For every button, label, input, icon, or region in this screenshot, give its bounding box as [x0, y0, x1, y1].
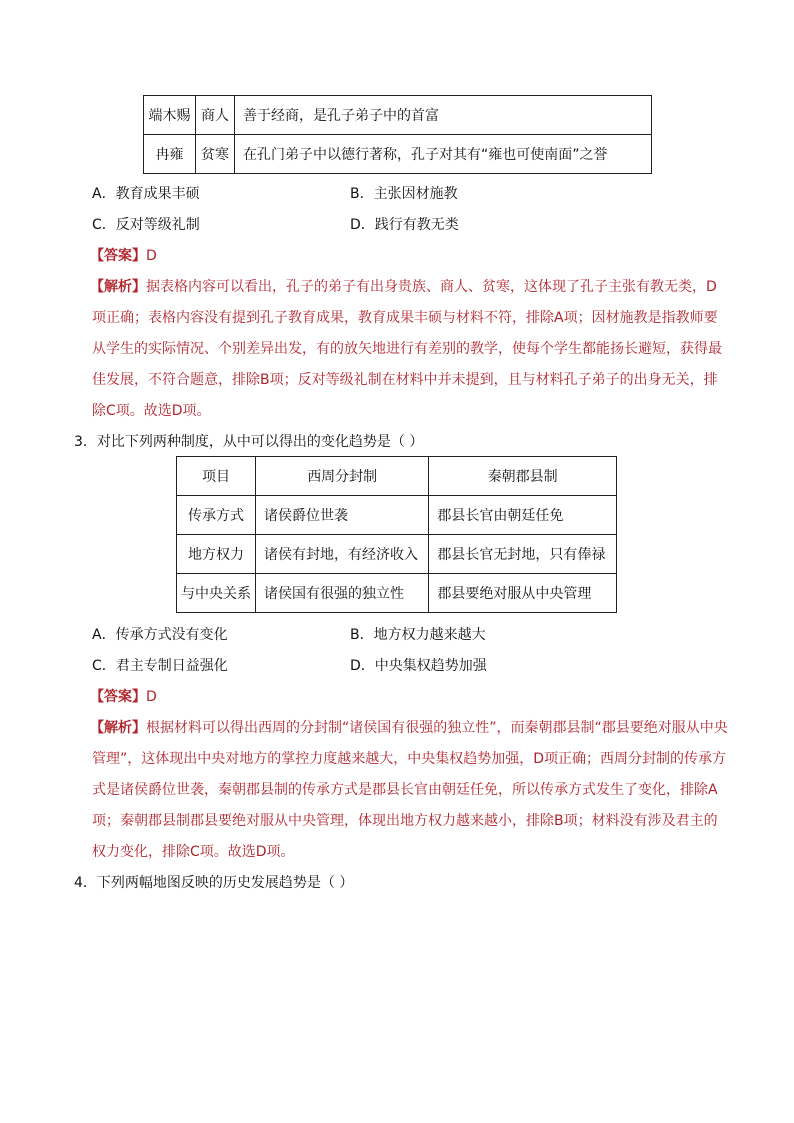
option-b: B．地方权力越来越大	[350, 627, 486, 643]
question-3: 3．对比下列两种制度，从中可以得出的变化趋势是（ ）	[74, 434, 424, 450]
answer-line	[90, 245, 157, 265]
table-cell: 郡县长官由朝廷任免	[429, 496, 617, 535]
table-row	[177, 574, 617, 613]
table-cell: 诸侯国有很强的独立性	[256, 574, 429, 613]
option-c: C．反对等级礼制	[92, 217, 200, 233]
table-header: 秦朝郡县制	[429, 457, 617, 496]
disciples-table	[143, 95, 652, 174]
option-a: A．教育成果丰硕	[92, 186, 200, 202]
table-cell: 商人	[196, 96, 235, 135]
question-4: 4．下列两幅地图反映的历史发展趋势是（ ）	[74, 875, 354, 891]
table-cell: 贫寒	[196, 135, 235, 174]
analysis-text: 根据材料可以得出西周的分封制“诸侯国有很强的独立性”，而秦朝郡县制“郡县要绝对服从中央	[146, 720, 728, 736]
analysis-line: 佳发展，不符合题意，排除B项；反对等级礼制在材料中并未提到，且与材料孔子弟子的出身无关，排	[92, 372, 718, 388]
analysis-line: 项正确；表格内容没有提到孔子教育成果，教育成果丰硕与材料不符，排除A项；因材施教是指教师要	[92, 310, 718, 326]
answer-value: D	[146, 689, 157, 705]
analysis-line	[90, 717, 728, 737]
analysis-tag: 【解析】	[90, 720, 146, 736]
table-row	[177, 496, 617, 535]
answer-line	[90, 686, 157, 706]
answer-value: D	[146, 248, 157, 264]
systems-table	[176, 456, 617, 613]
table-header-row	[177, 457, 617, 496]
analysis-line: 权力变化，排除C项。故选D项。	[92, 844, 295, 860]
table-row	[144, 135, 652, 174]
analysis-line	[90, 276, 717, 296]
analysis-line: 项；秦朝郡县制郡县要绝对服从中央管理，体现出地方权力越来越小，排除B项；材料没有涉及君主的	[92, 813, 718, 829]
table-cell: 在孔门弟子中以德行著称，孔子对其有“雍也可使南面”之誉	[235, 135, 652, 174]
analysis-text: 据表格内容可以看出，孔子的弟子有出身贵族、商人、贫寒，这体现了孔子主张有教无类，D	[146, 279, 717, 295]
table-cell: 诸侯爵位世袭	[256, 496, 429, 535]
analysis-line: 除C项。故选D项。	[92, 403, 211, 419]
option-d: D．践行有教无类	[350, 217, 459, 233]
analysis-line: 从学生的实际情况、个别差异出发，有的放矢地进行有差别的教学，使每个学生都能扬长避短，获得最	[92, 341, 722, 357]
answer-tag: 【答案】	[90, 248, 146, 264]
table-cell: 与中央关系	[177, 574, 256, 613]
table-cell: 冉雍	[144, 135, 196, 174]
table-row	[177, 535, 617, 574]
table-cell: 端木赐	[144, 96, 196, 135]
table-header: 项目	[177, 457, 256, 496]
option-b: B．主张因材施教	[350, 186, 458, 202]
table-header: 西周分封制	[256, 457, 429, 496]
table-cell: 善于经商，是孔子弟子中的首富	[235, 96, 652, 135]
analysis-line: 管理”，这体现出中央对地方的掌控力度越来越大，中央集权趋势加强，D项正确；西周分封制的传承方	[92, 751, 727, 767]
option-a: A．传承方式没有变化	[92, 627, 228, 643]
answer-tag: 【答案】	[90, 689, 146, 705]
table-cell: 郡县要绝对服从中央管理	[429, 574, 617, 613]
table-cell: 诸侯有封地，有经济收入	[256, 535, 429, 574]
table-cell: 地方权力	[177, 535, 256, 574]
table-row	[144, 96, 652, 135]
analysis-line: 式是诸侯爵位世袭，秦朝郡县制的传承方式是郡县长官由朝廷任免，所以传承方式发生了变化，排除A	[92, 782, 718, 798]
table-cell: 郡县长官无封地，只有俸禄	[429, 535, 617, 574]
analysis-tag: 【解析】	[90, 279, 146, 295]
table-cell: 传承方式	[177, 496, 256, 535]
option-c: C．君主专制日益强化	[92, 658, 228, 674]
option-d: D．中央集权趋势加强	[350, 658, 487, 674]
